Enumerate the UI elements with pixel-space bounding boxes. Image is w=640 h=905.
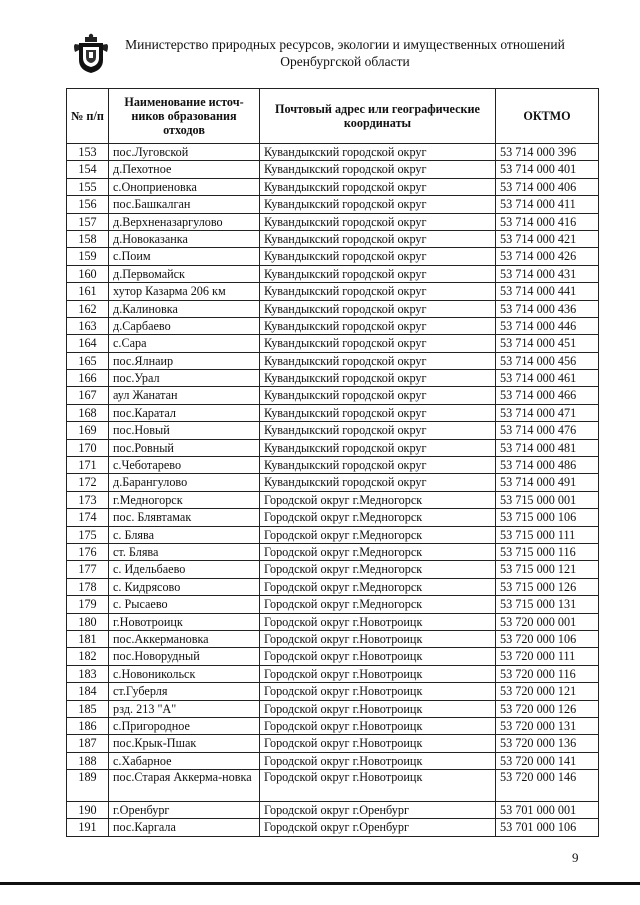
- oktmo-code: 53 720 000 111: [496, 648, 599, 665]
- table-row: [67, 543, 599, 560]
- oktmo-code: 53 714 000 456: [496, 352, 599, 369]
- address: Городской округ г.Новотроицк: [260, 630, 496, 647]
- source-name: д.Сарбаево: [109, 317, 260, 334]
- address: Кувандыкский городской округ: [260, 387, 496, 404]
- source-name: с.Новоникольск: [109, 665, 260, 682]
- address: Кувандыкский городской округ: [260, 404, 496, 421]
- table-row: [67, 613, 599, 630]
- address: Кувандыкский городской округ: [260, 317, 496, 334]
- source-name: с. Блява: [109, 526, 260, 543]
- source-name: с.Хабарное: [109, 752, 260, 769]
- row-number: 159: [67, 248, 109, 265]
- oktmo-code: 53 715 000 126: [496, 578, 599, 595]
- address: Кувандыкский городской округ: [260, 144, 496, 161]
- source-name: пос.Крык-Пшак: [109, 735, 260, 752]
- row-number: 190: [67, 802, 109, 819]
- row-number: 183: [67, 665, 109, 682]
- row-number: 164: [67, 335, 109, 352]
- page-number: 9: [572, 850, 579, 865]
- source-name: пос.Аккермановка: [109, 630, 260, 647]
- address: Городской округ г.Медногорск: [260, 526, 496, 543]
- row-number: 162: [67, 300, 109, 317]
- address: Городской округ г.Новотроицк: [260, 700, 496, 717]
- ministry-name: Министерство природных ресурсов, экологии и имущественных отношений: [125, 37, 565, 52]
- table-row: [67, 819, 599, 836]
- source-name: д.Барангулово: [109, 474, 260, 491]
- address: Кувандыкский городской округ: [260, 352, 496, 369]
- oktmo-code: 53 714 000 421: [496, 230, 599, 247]
- table-row: [67, 283, 599, 300]
- row-number: 153: [67, 144, 109, 161]
- row-number: 191: [67, 819, 109, 836]
- source-name: с. Идельбаево: [109, 561, 260, 578]
- row-number: 169: [67, 422, 109, 439]
- col-oktmo-header: ОКТМО: [496, 89, 599, 144]
- table-row: [67, 335, 599, 352]
- oktmo-code: 53 715 000 111: [496, 526, 599, 543]
- source-name: с.Сара: [109, 335, 260, 352]
- row-number: 177: [67, 561, 109, 578]
- oktmo-code: 53 714 000 466: [496, 387, 599, 404]
- row-number: 176: [67, 543, 109, 560]
- row-number: 163: [67, 317, 109, 334]
- table-row: [67, 352, 599, 369]
- address: Кувандыкский городской округ: [260, 474, 496, 491]
- table-row: [67, 387, 599, 404]
- table-row: [67, 457, 599, 474]
- row-number: 185: [67, 700, 109, 717]
- source-name: ст. Блява: [109, 543, 260, 560]
- row-number: 173: [67, 491, 109, 508]
- row-number: 167: [67, 387, 109, 404]
- address: Городской округ г.Новотроицк: [260, 648, 496, 665]
- oktmo-code: 53 714 000 451: [496, 335, 599, 352]
- row-number: 168: [67, 404, 109, 421]
- footer-rule: [0, 882, 640, 885]
- table-row: [67, 196, 599, 213]
- row-number: 171: [67, 457, 109, 474]
- table-row: [67, 648, 599, 665]
- document-header: [120, 36, 570, 70]
- oktmo-code: 53 720 000 136: [496, 735, 599, 752]
- address: Городской округ г.Медногорск: [260, 509, 496, 526]
- oktmo-code: 53 714 000 406: [496, 178, 599, 195]
- source-name: с.Поим: [109, 248, 260, 265]
- source-name: г.Новотроицк: [109, 613, 260, 630]
- oktmo-code: 53 714 000 491: [496, 474, 599, 491]
- source-name: пос.Старая Аккерма-новка: [109, 770, 260, 802]
- region-name: Оренбургской области: [280, 54, 410, 69]
- row-number: 158: [67, 230, 109, 247]
- source-name: пос.Новый: [109, 422, 260, 439]
- table-row: [67, 474, 599, 491]
- oktmo-code: 53 714 000 461: [496, 370, 599, 387]
- oktmo-code: 53 720 000 121: [496, 683, 599, 700]
- source-name: с.Оноприеновка: [109, 178, 260, 195]
- oktmo-code: 53 714 000 486: [496, 457, 599, 474]
- oktmo-code: 53 714 000 436: [496, 300, 599, 317]
- address: Кувандыкский городской округ: [260, 300, 496, 317]
- row-number: 175: [67, 526, 109, 543]
- source-name: аул Жанатан: [109, 387, 260, 404]
- source-name: ст.Губерля: [109, 683, 260, 700]
- table-row: [67, 717, 599, 734]
- row-number: 170: [67, 439, 109, 456]
- table-row: [67, 178, 599, 195]
- address: Городской округ г.Медногорск: [260, 578, 496, 595]
- address: Городской округ г.Медногорск: [260, 543, 496, 560]
- address: Кувандыкский городской округ: [260, 196, 496, 213]
- row-number: 166: [67, 370, 109, 387]
- row-number: 157: [67, 213, 109, 230]
- row-number: 156: [67, 196, 109, 213]
- waste-sources-table: [66, 88, 599, 837]
- table-row: [67, 265, 599, 282]
- source-name: пос.Ялнаир: [109, 352, 260, 369]
- address: Городской округ г.Медногорск: [260, 561, 496, 578]
- source-name: хутор Казарма 206 км: [109, 283, 260, 300]
- source-name: пос.Каратал: [109, 404, 260, 421]
- table-row: [67, 683, 599, 700]
- col-source-name-header: Наименование источ-ников образования отходов: [109, 89, 260, 144]
- row-number: 181: [67, 630, 109, 647]
- address: Кувандыкский городской округ: [260, 213, 496, 230]
- address: Городской округ г.Новотроицк: [260, 752, 496, 769]
- source-name: рзд. 213 "А": [109, 700, 260, 717]
- table-header-row: [67, 89, 599, 144]
- table-row: [67, 213, 599, 230]
- address: Кувандыкский городской округ: [260, 370, 496, 387]
- address: Городской округ г.Оренбург: [260, 802, 496, 819]
- source-name: д.Первомайск: [109, 265, 260, 282]
- row-number: 179: [67, 596, 109, 613]
- address: Городской округ г.Новотроицк: [260, 683, 496, 700]
- address: Кувандыкский городской округ: [260, 230, 496, 247]
- oktmo-code: 53 715 000 001: [496, 491, 599, 508]
- col-number-header: № п/п: [67, 89, 109, 144]
- address: Городской округ г.Новотроицк: [260, 770, 496, 802]
- oktmo-code: 53 714 000 441: [496, 283, 599, 300]
- source-name: с. Рысаево: [109, 596, 260, 613]
- source-name: г.Медногорск: [109, 491, 260, 508]
- row-number: 186: [67, 717, 109, 734]
- source-name: с. Кидрясово: [109, 578, 260, 595]
- address: Кувандыкский городской округ: [260, 422, 496, 439]
- oktmo-code: 53 720 000 146: [496, 770, 599, 802]
- table-row: [67, 161, 599, 178]
- table-row: [67, 578, 599, 595]
- oktmo-code: 53 720 000 106: [496, 630, 599, 647]
- table-row: [67, 561, 599, 578]
- oktmo-code: 53 720 000 126: [496, 700, 599, 717]
- table-row: [67, 144, 599, 161]
- address: Городской округ г.Новотроицк: [260, 717, 496, 734]
- row-number: 187: [67, 735, 109, 752]
- source-name: д.Новоказанка: [109, 230, 260, 247]
- source-name: с.Чеботарево: [109, 457, 260, 474]
- source-name: г.Оренбург: [109, 802, 260, 819]
- oktmo-code: 53 715 000 106: [496, 509, 599, 526]
- table-row: [67, 665, 599, 682]
- address: Городской округ г.Медногорск: [260, 596, 496, 613]
- oktmo-code: 53 714 000 431: [496, 265, 599, 282]
- table-row: [67, 230, 599, 247]
- table-row: [67, 404, 599, 421]
- address: Кувандыкский городской округ: [260, 283, 496, 300]
- source-name: пос.Башкалган: [109, 196, 260, 213]
- source-name: пос.Новорудный: [109, 648, 260, 665]
- oktmo-code: 53 714 000 476: [496, 422, 599, 439]
- row-number: 174: [67, 509, 109, 526]
- oktmo-code: 53 701 000 001: [496, 802, 599, 819]
- table-row: [67, 596, 599, 613]
- source-name: пос.Каргала: [109, 819, 260, 836]
- address: Городской округ г.Новотроицк: [260, 665, 496, 682]
- address: Городской округ г.Оренбург: [260, 819, 496, 836]
- oktmo-code: 53 701 000 106: [496, 819, 599, 836]
- table-row: [67, 370, 599, 387]
- oktmo-code: 53 714 000 416: [496, 213, 599, 230]
- oktmo-code: 53 720 000 116: [496, 665, 599, 682]
- table-row: [67, 422, 599, 439]
- row-number: 178: [67, 578, 109, 595]
- address: Городской округ г.Новотроицк: [260, 735, 496, 752]
- row-number: 154: [67, 161, 109, 178]
- source-name: пос.Урал: [109, 370, 260, 387]
- coat-of-arms-icon: [71, 32, 111, 74]
- table-row: [67, 700, 599, 717]
- table-row: [67, 802, 599, 819]
- source-name: д.Верхненазаргулово: [109, 213, 260, 230]
- row-number: 160: [67, 265, 109, 282]
- table-row: [67, 248, 599, 265]
- row-number: 182: [67, 648, 109, 665]
- oktmo-code: 53 714 000 446: [496, 317, 599, 334]
- oktmo-code: 53 714 000 411: [496, 196, 599, 213]
- table-row: [67, 300, 599, 317]
- row-number: 172: [67, 474, 109, 491]
- address: Кувандыкский городской округ: [260, 248, 496, 265]
- oktmo-code: 53 714 000 471: [496, 404, 599, 421]
- oktmo-code: 53 715 000 116: [496, 543, 599, 560]
- table-row: [67, 526, 599, 543]
- row-number: 161: [67, 283, 109, 300]
- oktmo-code: 53 714 000 401: [496, 161, 599, 178]
- table-row: [67, 630, 599, 647]
- table-row: [67, 317, 599, 334]
- source-name: с.Пригородное: [109, 717, 260, 734]
- row-number: 165: [67, 352, 109, 369]
- row-number: 180: [67, 613, 109, 630]
- row-number: 188: [67, 752, 109, 769]
- source-name: пос.Ровный: [109, 439, 260, 456]
- table-row: [67, 491, 599, 508]
- table-row: [67, 752, 599, 769]
- oktmo-code: 53 714 000 396: [496, 144, 599, 161]
- row-number: 189: [67, 770, 109, 802]
- address: Городской округ г.Новотроицк: [260, 613, 496, 630]
- table-row: [67, 735, 599, 752]
- oktmo-code: 53 720 000 141: [496, 752, 599, 769]
- col-address-header: Почтовый адрес или географические координаты: [260, 89, 496, 144]
- oktmo-code: 53 720 000 131: [496, 717, 599, 734]
- table-row: [67, 439, 599, 456]
- oktmo-code: 53 714 000 481: [496, 439, 599, 456]
- address: Кувандыкский городской округ: [260, 457, 496, 474]
- address: Городской округ г.Медногорск: [260, 491, 496, 508]
- row-number: 184: [67, 683, 109, 700]
- address: Кувандыкский городской округ: [260, 265, 496, 282]
- row-number: 155: [67, 178, 109, 195]
- address: Кувандыкский городской округ: [260, 161, 496, 178]
- source-name: пос. Блявтамак: [109, 509, 260, 526]
- source-name: д.Калиновка: [109, 300, 260, 317]
- oktmo-code: 53 720 000 001: [496, 613, 599, 630]
- source-name: д.Пехотное: [109, 161, 260, 178]
- address: Кувандыкский городской округ: [260, 335, 496, 352]
- address: Кувандыкский городской округ: [260, 439, 496, 456]
- table-row: [67, 509, 599, 526]
- table-row: [67, 770, 599, 802]
- oktmo-code: 53 715 000 121: [496, 561, 599, 578]
- address: Кувандыкский городской округ: [260, 178, 496, 195]
- oktmo-code: 53 714 000 426: [496, 248, 599, 265]
- oktmo-code: 53 715 000 131: [496, 596, 599, 613]
- source-name: пос.Луговской: [109, 144, 260, 161]
